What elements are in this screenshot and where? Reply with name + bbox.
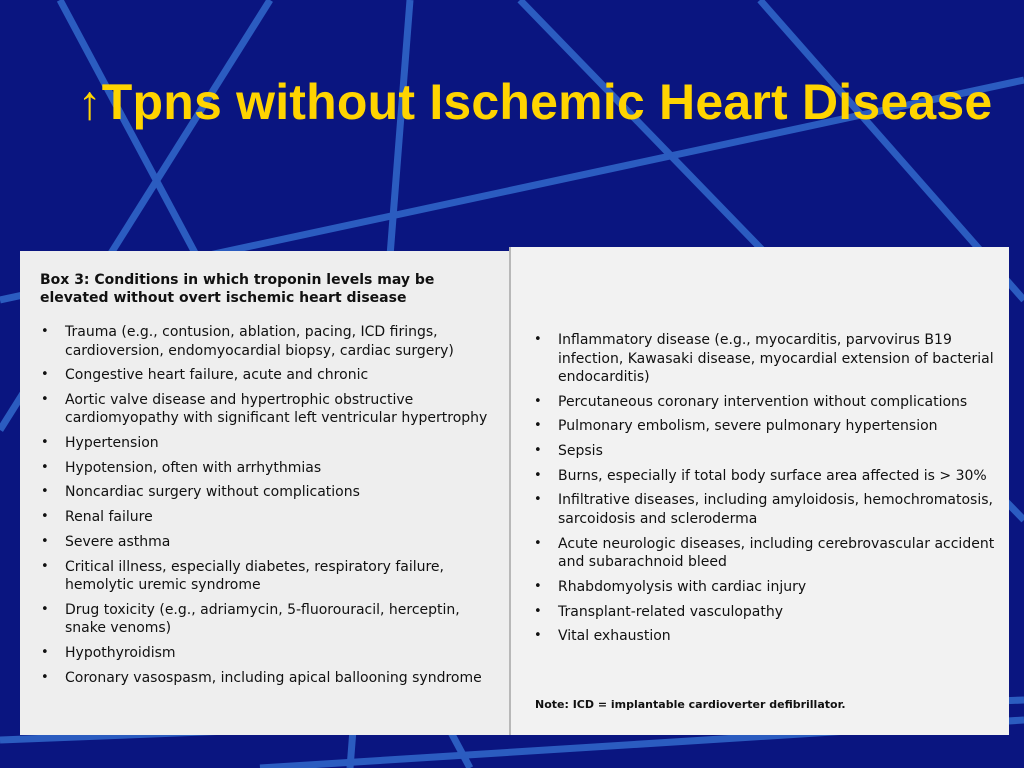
right-condition-list xyxy=(533,331,1003,652)
up-arrow-icon: ↑ xyxy=(77,77,102,130)
list-item xyxy=(533,417,1003,436)
slide-title-text: Tpns without Ischemic Heart Disease xyxy=(101,74,993,130)
bullet-icon: • xyxy=(41,644,49,660)
list-item-text: Trauma (e.g., contusion, ablation, pacing, ICD firings, cardioversion, endomyocardial biopsy, cardiac surgery) xyxy=(65,324,454,359)
list-item xyxy=(533,491,1003,528)
list-item-text: Drug toxicity (e.g., adriamycin, 5-fluorouracil, herceptin, snake venoms) xyxy=(65,601,460,637)
list-item-text: Hypertension xyxy=(65,435,159,452)
list-item-text: Noncardiac surgery without complications xyxy=(65,484,360,501)
list-item xyxy=(533,393,1003,412)
bullet-icon: • xyxy=(534,443,542,459)
bullet-icon: • xyxy=(534,492,542,508)
list-item-text: Pulmonary embolism, severe pulmonary hypertension xyxy=(558,418,938,435)
list-item xyxy=(533,603,1003,622)
list-item xyxy=(533,467,1003,486)
list-item-text: Coronary vasospasm, including apical ballooning syndrome xyxy=(65,669,482,686)
list-item xyxy=(533,578,1003,597)
bullet-icon: • xyxy=(41,367,49,383)
list-item-text: Transplant-related vasculopathy xyxy=(558,603,784,620)
bullet-icon: • xyxy=(534,603,542,619)
bullet-icon: • xyxy=(41,669,49,685)
bullet-icon: • xyxy=(534,467,542,483)
list-item xyxy=(533,627,1003,646)
list-item-text: Inflammatory disease (e.g., myocarditis, parvovirus B19 infection, Kawasaki disease, myocardial extension of bacterial endocarditis) xyxy=(558,332,994,385)
list-item-text: Hypotension, often with arrhythmias xyxy=(65,459,322,476)
bullet-icon: • xyxy=(534,535,542,551)
list-item-text: Congestive heart failure, acute and chronic xyxy=(65,367,369,384)
list-item xyxy=(40,644,505,663)
list-item xyxy=(533,331,1003,387)
bullet-icon: • xyxy=(534,393,542,409)
list-item-text: Acute neurologic diseases, including cerebrovascular accident and subarachnoid bleed xyxy=(558,535,995,571)
left-condition-list xyxy=(40,323,505,693)
bullet-icon: • xyxy=(41,435,49,451)
list-item xyxy=(40,391,505,428)
list-item xyxy=(40,459,505,478)
box-title: Box 3: Conditions in which troponin levels may be elevated without overt ischemic heart disease xyxy=(40,272,435,306)
bullet-icon: • xyxy=(41,558,49,574)
list-item xyxy=(40,601,505,638)
list-item-text: Burns, especially if total body surface area affected is > 30% xyxy=(558,467,987,484)
bullet-icon: • xyxy=(534,628,542,644)
list-item-text: Critical illness, especially diabetes, respiratory failure, hemolytic uremic syndrome xyxy=(65,558,444,593)
bullet-icon: • xyxy=(41,459,49,475)
list-item-text: Vital exhaustion xyxy=(558,628,671,645)
box-note: Note: ICD = implantable cardioverter defibrillator. xyxy=(535,698,846,711)
bullet-icon: • xyxy=(41,324,49,339)
list-item xyxy=(40,323,505,360)
list-item xyxy=(40,558,505,595)
list-item-text: Renal failure xyxy=(65,509,153,526)
bullet-icon: • xyxy=(41,484,49,500)
list-item-text: Aortic valve disease and hypertrophic obstructive cardiomyopathy with significant left ventricular hypertrophy xyxy=(65,391,488,427)
list-item xyxy=(533,535,1003,572)
list-item xyxy=(533,442,1003,461)
list-item xyxy=(40,483,505,502)
bullet-icon: • xyxy=(534,578,542,594)
list-item xyxy=(40,508,505,527)
list-item xyxy=(40,366,505,385)
list-item xyxy=(40,434,505,453)
bullet-icon: • xyxy=(534,418,542,434)
slide-title xyxy=(40,70,1024,136)
box-right-panel xyxy=(509,247,1009,735)
bullet-icon: • xyxy=(41,601,49,617)
list-item-text: Severe asthma xyxy=(65,533,171,550)
bullet-icon: • xyxy=(534,332,542,347)
list-item-text: Infiltrative diseases, including amyloidosis, hemochromatosis, sarcoidosis and scleroderma xyxy=(558,492,993,527)
list-item-text: Percutaneous coronary intervention without complications xyxy=(558,393,968,410)
list-item xyxy=(40,669,505,688)
bullet-icon: • xyxy=(41,391,49,407)
box-left-panel xyxy=(20,251,509,735)
bullet-icon: • xyxy=(41,509,49,525)
list-item-text: Sepsis xyxy=(558,443,603,460)
list-item xyxy=(40,533,505,552)
list-item-text: Hypothyroidism xyxy=(65,644,176,661)
list-item-text: Rhabdomyolysis with cardiac injury xyxy=(558,578,807,595)
bullet-icon: • xyxy=(41,533,49,549)
